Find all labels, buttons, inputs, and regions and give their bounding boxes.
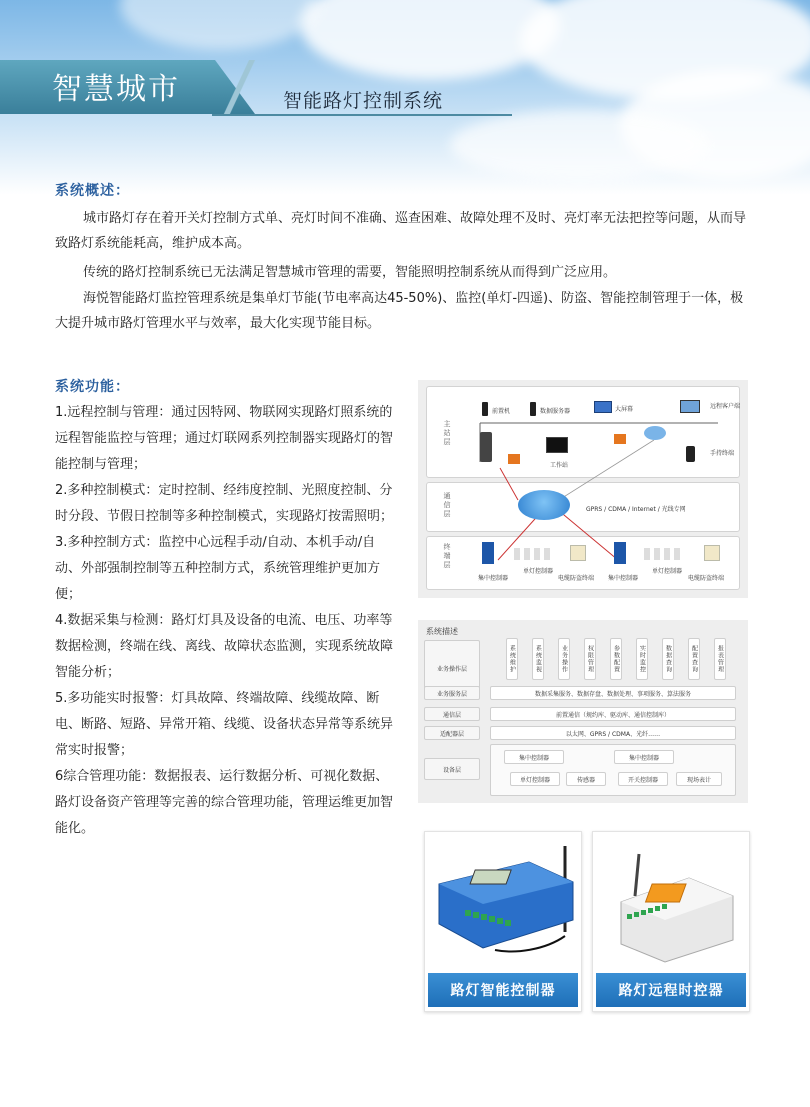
row-label-device: 设备层 [424, 758, 480, 780]
network-label: GPRS / CDMA / Internet / 光线专网 [586, 506, 686, 513]
comm-layer-box: 前置通信（规约库、驱动库、通信控制库） [490, 707, 736, 721]
cable-antitheft-icon [570, 545, 586, 561]
row-label-business-service: 业务服务层 [424, 686, 480, 700]
page-subtitle: 智能路灯控制系统 [283, 90, 444, 112]
ops-module: 系统维护 [506, 638, 518, 680]
network-topology-diagram [418, 380, 748, 598]
layer-label-main: 主站层 [443, 420, 451, 447]
device-label: 远程客户端 [710, 403, 741, 410]
device-label: 手持终端 [710, 450, 735, 457]
functions-list [55, 400, 395, 842]
service-layer-box: 数据采集服务、数据存盘、数据处理、事项服务、算法服务 [490, 686, 736, 700]
overview-paragraph-1: 城市路灯存在着开关灯控制方式单、亮灯时间不准确、巡查困难、故障处理不及时、亮灯率无法把控等问题，从而导致路灯系统能耗高，维护成本高。 [55, 211, 747, 251]
cable-antitheft-icon [704, 545, 720, 561]
device-item: 开关控制器 [618, 772, 668, 786]
workstation-icon [546, 437, 568, 453]
row-label-adapter: 适配器层 [424, 726, 480, 740]
handheld-terminal-icon [686, 446, 695, 462]
device-item: 集中控制器 [614, 750, 674, 764]
ops-module: 数据查询 [662, 638, 674, 680]
layer-label-terminal: 终端层 [443, 543, 451, 570]
product-label: 路灯远程时控器 [596, 973, 746, 1007]
function-item: 3.多种控制方式：监控中心远程手动/自动、本机手动/自动、外部强制控制等五种控制方式，系统管理维护更加方便； [55, 535, 381, 602]
device-label: 单灯控制器 [652, 568, 683, 575]
device-item: 传感器 [566, 772, 606, 786]
overview-paragraph-2: 传统的路灯控制系统已无法满足智慧城市管理的需要，智能照明控制系统从而得到广泛应用。 [83, 265, 617, 280]
concentrator-icon [482, 542, 494, 564]
layer-label-comm: 通信层 [443, 492, 451, 519]
device-item: 集中控制器 [504, 750, 564, 764]
cloud-icon [644, 426, 666, 440]
device-item: 现场表计 [676, 772, 722, 786]
device-label: 集中控制器 [608, 575, 639, 582]
functions-heading: 系统功能： [55, 379, 130, 395]
function-item: 2.多种控制模式：定时控制、经纬度控制、光照度控制、分时分段、节假日控制等多种控制模式，实现路灯按需照明； [55, 483, 394, 524]
ops-module: 权限管理 [584, 638, 596, 680]
device-label: 数据服务器 [540, 408, 571, 415]
big-screen-icon [594, 401, 612, 413]
device-label: 工作站 [550, 462, 569, 469]
function-item: 5.多功能实时报警：灯具故障、终端故障、线缆故障、断电、断路、短路、异常开箱、线缆、设备状态异常等系统异常实时报警； [55, 691, 394, 758]
ops-module: 参数配置 [610, 638, 622, 680]
ops-module: 配置查询 [688, 638, 700, 680]
product-card-remote-timer[interactable] [592, 831, 750, 1012]
overview-paragraph-3: 海悦智能路灯监控管理系统是集单灯节能(节电率高达45-50%)、监控(单灯-四遥)、防盗、智能控制管理于一体，极大提升城市路灯管理水平与效率，最大化实现节能目标。 [55, 291, 744, 331]
product-label: 路灯智能控制器 [428, 973, 578, 1007]
device-label: 单灯控制器 [523, 568, 554, 575]
concentrator-icon [614, 542, 626, 564]
ops-module: 系统监视 [532, 638, 544, 680]
device-label: 集中控制器 [478, 575, 509, 582]
server-rack-icon [480, 432, 492, 462]
firewall-icon [614, 434, 626, 444]
ops-module: 实时监控 [636, 638, 648, 680]
function-item: 4.数据采集与检测：路灯灯具及设备的电流、电压、功率等数据检测，终端在线、离线、故障状态监测，实现系统故障智能分析； [55, 613, 394, 680]
row-label-business-ops: 业务操作层 [424, 640, 480, 696]
device-label: 电缆防盗终端 [688, 575, 725, 582]
device-label: 前置机 [492, 408, 511, 415]
adapter-layer-box: 以太网、GPRS / CDMA、光纤…… [490, 726, 736, 740]
function-item: 6综合管理功能：数据报表、运行数据分析、可视化数据、路灯设备资产管理等完善的综合管理功能，管理运维更加智能化。 [55, 769, 394, 836]
firewall-icon [508, 454, 520, 464]
device-label: 大屏幕 [615, 406, 634, 413]
data-server-icon [530, 402, 536, 416]
device-label: 电缆防盗终端 [558, 575, 595, 582]
category-title: 智慧城市 [52, 72, 180, 107]
architecture-title: 系统描述 [426, 627, 458, 636]
system-architecture-diagram [418, 620, 748, 803]
ops-module: 报表管理 [714, 638, 726, 680]
front-server-icon [482, 402, 488, 416]
laptop-icon [680, 400, 700, 413]
overview-heading: 系统概述： [55, 183, 130, 199]
remote-timer-image [593, 832, 749, 970]
single-lamp-controller-icon [644, 548, 684, 560]
single-lamp-controller-icon [514, 548, 554, 560]
device-item: 单灯控制器 [510, 772, 560, 786]
ops-module: 业务操作 [558, 638, 570, 680]
smart-controller-image [425, 832, 581, 970]
function-item: 1.远程控制与管理：通过因特网、物联网实现路灯照系统的远程智能监控与管理；通过灯联网系列控制器实现路灯的智能控制与管理； [55, 405, 394, 472]
product-card-smart-controller[interactable] [424, 831, 582, 1012]
row-label-communication: 通信层 [424, 707, 480, 721]
network-cloud-icon [518, 490, 570, 520]
